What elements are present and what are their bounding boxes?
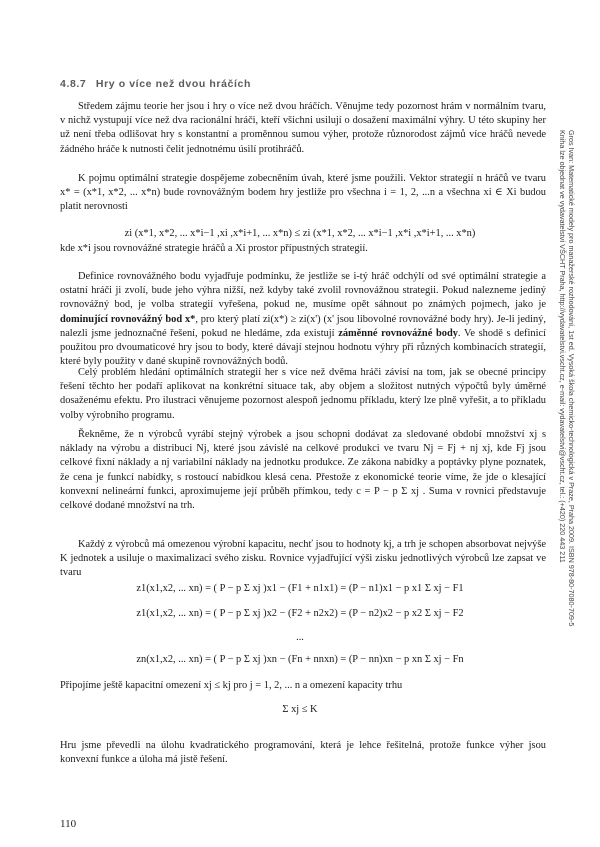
paragraph-problem xyxy=(60,366,546,423)
copyright-line-2: Kniha lze objednat ve vydavatelství VŠCHT Praha, http://vydavatelstvi.vscht.cz, e-mail: vydavatelstvi@vscht.cz, tel.: (+420) 220 443 211 xyxy=(558,130,567,563)
paragraph-equilibrium-note xyxy=(60,242,546,256)
paragraph-text: Celý problém hledání optimálních strategií her s více než dvěma hráči závisí na tom, jak se obecné principy řešení těchto her podaří aplikovat na konkrétní situace tak, aby objem a složitost nutných výpočtů byly úměrné dosaženému efektu. Pro ilustraci věnujeme pozornost alespoň jednomu příkladu, který lze plně vyřešit, a to příkladu volby výrobního programu. xyxy=(60,367,546,421)
text-run: , pro který platí zi(x*) ≥ zi(x') (x' jsou libovolné rovnovážné body hry). Je-li jediný, nalezli jsme jednoznačné řešení, pokud ne hledáme, zda existují xyxy=(60,313,546,339)
equation-ellipsis: ... xyxy=(296,632,304,643)
text-run: . Ve shodě s definicí použitou pro dvoumaticové hry jsou to body, které dávají stejnou hodnotu výhry při různých kombinacích strategií, které byly použity v dané skupině rovnovážných bodů. xyxy=(60,327,546,368)
paragraph-text: Hru jsme převedli na úlohu kvadratického programování, která je lehce řešitelná, protože funkce výher jsou konvexní funkce a úloha má jistě řešení. xyxy=(60,740,546,766)
paragraph-text: K pojmu optimální strategie dospějeme zobecněním úvah, které jsme použili. Vektor strategií n hráčů ve tvaru x* = (x*1, x*2, ... x*n) bude rovnovážným bodem hry jestliže pro všechna i = 1, 2, ...n a všechna xi ∈ Xi budou platit nerovnosti xyxy=(60,173,546,213)
equation-market-capacity: Σ xj ≤ K xyxy=(282,704,318,715)
paragraph-text: Každý z výrobců má omezenou výrobní kapacitu, nechť jsou to hodnoty kj, a trh je schopen absorbovat nejvýše K jednotek a usiluje o maximalizaci svého zisku. Rovnice vyjadřující výši zisku jednotlivých výrobců lze zapsat ve tvaru xyxy=(60,539,546,579)
paragraph-definition xyxy=(60,270,546,369)
copyright-sidebar xyxy=(558,130,576,650)
paragraph-constraints xyxy=(60,679,546,693)
section-number: 4.8.7 xyxy=(60,78,87,90)
copyright-text xyxy=(558,130,576,626)
paragraph-text: Řekněme, že n výrobců vyrábí stejný výrobek a jsou schopni dodávat za sledované období množství xj s náklady na výrobu a distribuci Nj, které jsou závislé na celkové produkci ve tvaru Nj = Fj + nj xj, kde Fj jsou celkové fixní náklady a nj variabilní náklady na jednotku produkce. Ze zákona nabídky a poptávky plyne poznatek, že cena je funkcí nabídky, s rostoucí nabídkou klesá cena. Přestože z ekonomické teorie víme, že jde o klesající konvexní nelineární funkci, aproximujeme její průběh přímkou, tedy c = P − p Σ xj . Suma v rovnici představuje celkové dodané množství na trh. xyxy=(60,429,546,512)
section-title: Hry o více než dvou hráčích xyxy=(95,78,251,90)
equation-profit-n: zn(x1,x2, ... xn) = ( P − p Σ xj )xn − (Fn + nnxn) = (P − nn)xn − p xn Σ xj − Fn xyxy=(136,654,464,665)
paragraph-text: kde x*i jsou rovnovážné strategie hráčů a Xi prostor přípustných strategií. xyxy=(60,243,368,254)
term-interchangeable-equilibria: záměnné rovnovážné body xyxy=(338,327,458,339)
term-dominant-equilibrium: dominující rovnovážný bod x* xyxy=(60,313,196,325)
text-run: Definice rovnovážného bodu vyjadřuje podmínku, že jestliže se i-tý hráč odchýlí od své optimální strategie a ostatní hráči ji zvolí, bude jeho výhra nižší, než kdyby také zvolil rovnovážnou strategii. Pokud nalezneme jediný rovnovážný bod, je volba strategií vyřešena, pokud ne, musíme opět sáhnout po známých pojmech, jako je xyxy=(60,271,546,311)
paragraph-intro xyxy=(60,100,546,157)
paragraph-text: Připojíme ještě kapacitní omezení xj ≤ kj pro j = 1, 2, ... n a omezení kapacity trhu xyxy=(60,680,403,691)
equation-equilibrium: zi (x*1, x*2, ... x*i−1 ,xi ,x*i+1, ... x*n) ≤ zi (x*1, x*2, ... x*i−1 ,x*i ,x*i+1, ... x*n) xyxy=(124,228,476,239)
paragraph-producers xyxy=(60,428,546,513)
section-heading xyxy=(60,78,251,90)
paragraph-text xyxy=(60,270,546,369)
paragraph-optimal-strategy xyxy=(60,172,546,215)
equation-profit-2: z1(x1,x2, ... xn) = ( P − p Σ xj )x2 − (F2 + n2x2) = (P − n2)x2 − p x2 Σ xj − F2 xyxy=(136,608,464,619)
page-number: 110 xyxy=(60,818,77,830)
equation-profit-1: z1(x1,x2, ... xn) = ( P − p Σ xj )x1 − (F1 + n1x1) = (P − n1)x1 − p x1 Σ xj − F1 xyxy=(136,583,464,594)
paragraph-capacity xyxy=(60,538,546,581)
paragraph-conclusion xyxy=(60,739,546,767)
paragraph-text: Středem zájmu teorie her jsou i hry o více než dvou hráčích. Věnujme tedy pozornost hrám v normálním tvaru, v nichž vystupují více než dva racionální hráči, kteří všichni usilují o dosažení maximální výhry. U této skupiny her už není třeba odlišovat hry s konstantní a proměnnou sumou výher, protože různorodost zájmů více hráčů nevede žádného hráče k nutnosti čelit jednotnému úsilí protihráčů. xyxy=(60,101,546,155)
copyright-line-1: Gros Ivan: Matematické modely pro manažerské rozhodování, 1st ed. Vysoká škola chemicko-technologická v Praze, Praha 2009. ISBN 978-80-7080-709-5 xyxy=(567,130,576,627)
